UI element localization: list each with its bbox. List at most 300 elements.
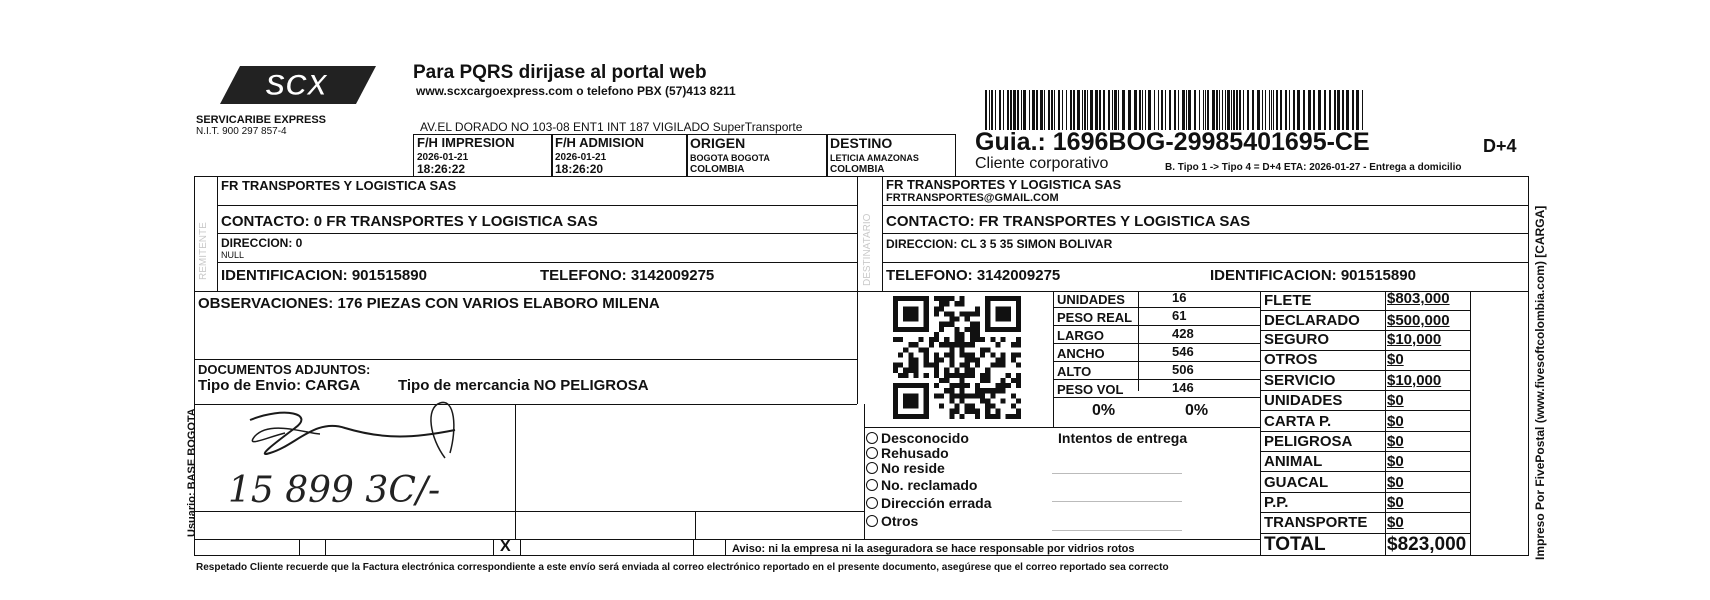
qr-module: [944, 301, 949, 306]
barcode-bar: [1158, 90, 1159, 130]
qr-module: [944, 373, 949, 378]
barcode-bar: [1225, 90, 1226, 130]
qr-module: [929, 342, 934, 347]
qr-module: [924, 347, 929, 352]
qr-module: [954, 383, 959, 388]
qr-module: [975, 414, 980, 419]
qr-module: [990, 393, 995, 398]
qr-code: [893, 296, 1021, 419]
percent-2: 0%: [1185, 402, 1209, 419]
measure-label: LARGO: [1057, 328, 1104, 343]
return-option[interactable]: Desconocido: [866, 430, 969, 446]
measure-value: 546: [1172, 344, 1194, 359]
qr-module: [995, 414, 1000, 419]
recipient-name: FR TRANSPORTES Y LOGISTICA SAS: [886, 177, 1122, 192]
barcode-bar: [1269, 90, 1270, 130]
charge-label: SEGURO: [1264, 331, 1330, 348]
barcode-bar: [1194, 90, 1196, 130]
barcode-bar: [1032, 90, 1035, 130]
qr-module: [934, 296, 939, 301]
barcode-bar: [1203, 90, 1204, 130]
qr-module: [965, 409, 970, 414]
qr-module: [893, 337, 898, 342]
qr-module: [929, 363, 934, 368]
qr-module: [898, 337, 903, 342]
qr-module: [934, 332, 939, 337]
qr-module: [898, 373, 903, 378]
qr-module: [1011, 404, 1016, 409]
charge-value: $10,000: [1387, 331, 1442, 348]
barcode-bar: [1324, 90, 1326, 130]
qr-module: [985, 347, 990, 352]
barcode-bar: [989, 90, 990, 130]
barcode: [985, 90, 1365, 130]
total-label: TOTAL: [1264, 534, 1326, 555]
qr-module: [970, 358, 975, 363]
measure-value: 146: [1172, 380, 1194, 395]
printed-by: Impreso Por FivePostal (www.fivesoftcolombia.com) [CARGA]: [1533, 205, 1547, 560]
qr-module: [939, 306, 944, 311]
measure-value: 506: [1172, 362, 1194, 377]
charge-value: $0: [1387, 494, 1404, 511]
barcode-bar: [1040, 90, 1043, 130]
charge-value: $0: [1387, 351, 1404, 368]
fh-admision-box: [551, 134, 688, 177]
qr-module: [990, 388, 995, 393]
barcode-bar: [1247, 90, 1249, 130]
qr-module: [980, 378, 985, 383]
total-value: $823,000: [1387, 534, 1467, 555]
barcode-bar: [1174, 90, 1176, 130]
barcode-bar: [1239, 90, 1241, 130]
barcode-bar: [1188, 90, 1191, 130]
qr-module: [975, 322, 980, 327]
qr-module: [965, 404, 970, 409]
barcode-bar: [999, 90, 1001, 130]
barcode-bar: [1337, 90, 1340, 130]
pqrs-contact: www.scxcargoexpress.com o telefono PBX (57)413 8211: [416, 84, 736, 98]
barcode-bar: [1058, 90, 1060, 130]
qr-module: [995, 363, 1000, 368]
qr-module: [908, 358, 913, 363]
qr-module: [913, 373, 918, 378]
barcode-bar: [1243, 90, 1244, 130]
origen-box: [686, 134, 828, 177]
barcode-bar: [1108, 90, 1110, 130]
qr-finder: [995, 306, 1010, 321]
qr-module: [990, 404, 995, 409]
barcode-bar: [1303, 90, 1305, 130]
qr-module: [949, 322, 954, 327]
qr-module: [965, 393, 970, 398]
qr-module: [944, 352, 949, 357]
qr-module: [960, 296, 965, 301]
qr-module: [934, 393, 939, 398]
service-type: D+4: [1483, 136, 1517, 156]
qr-module: [934, 352, 939, 357]
barcode-bar: [1271, 90, 1272, 130]
qr-module: [965, 358, 970, 363]
measure-value: 16: [1172, 290, 1187, 305]
qr-module: [939, 358, 944, 363]
charge-value: $0: [1387, 514, 1404, 531]
qr-module: [975, 388, 980, 393]
x-mark: X: [500, 538, 511, 555]
barcode-bar: [1273, 90, 1274, 130]
barcode-bar: [1145, 90, 1146, 130]
measure-value: 61: [1172, 308, 1187, 323]
qr-module: [934, 373, 939, 378]
barcode-bar: [1090, 90, 1093, 130]
eta-text: B. Tipo 1 -> Tipo 4 = D+4 ETA: 2026-01-27 - Entrega a domicilio: [1165, 162, 1462, 173]
charge-label: TRANSPORTE: [1264, 514, 1368, 531]
qr-module: [939, 301, 944, 306]
qr-module: [975, 327, 980, 332]
qr-module: [975, 337, 980, 342]
qr-module: [1016, 337, 1021, 342]
qr-module: [965, 383, 970, 388]
qr-module: [903, 368, 908, 373]
qr-module: [990, 352, 995, 357]
qr-module: [965, 311, 970, 316]
qr-module: [1001, 388, 1006, 393]
qr-module: [960, 337, 965, 342]
qr-module: [924, 363, 929, 368]
charge-value: $0: [1387, 392, 1404, 409]
barcode-bar: [1112, 90, 1113, 130]
barcode-bar: [1084, 90, 1086, 130]
barcode-bar: [1148, 90, 1151, 130]
qr-module: [908, 342, 913, 347]
qr-module: [975, 363, 980, 368]
charge-label: UNIDADES: [1264, 392, 1343, 409]
qr-module: [934, 383, 939, 388]
return-option[interactable]: No. reclamado: [866, 477, 977, 493]
qr-module: [965, 317, 970, 322]
barcode-bar: [1013, 90, 1016, 130]
qr-module: [893, 363, 898, 368]
qr-module: [960, 342, 965, 347]
barcode-bar: [1207, 90, 1209, 130]
charge-value: $0: [1387, 413, 1404, 430]
qr-module: [954, 404, 959, 409]
qr-module: [949, 296, 954, 301]
sender-address: DIRECCION: 0: [221, 236, 303, 250]
pqrs-title: Para PQRS dirijase al portal web: [413, 62, 707, 83]
barcode-bar: [985, 90, 987, 130]
qr-module: [949, 383, 954, 388]
recipient-identification: IDENTIFICACION: 901515890: [1210, 267, 1416, 284]
svg-text:SCX: SCX: [265, 69, 327, 102]
qr-module: [960, 373, 965, 378]
barcode-bar: [1169, 90, 1171, 130]
qr-module: [965, 373, 970, 378]
charge-value: $0: [1387, 433, 1404, 450]
barcode-bar: [1082, 90, 1083, 130]
qr-module: [970, 409, 975, 414]
measure-label: UNIDADES: [1057, 292, 1125, 307]
barcode-bar: [1346, 90, 1349, 130]
charge-label: PELIGROSA: [1264, 433, 1353, 450]
barcode-bar: [1142, 90, 1143, 130]
barcode-bar: [1356, 90, 1359, 130]
barcode-bar: [1122, 90, 1125, 130]
qr-module: [949, 317, 954, 322]
qr-module: [965, 327, 970, 332]
sender-address-2: NULL: [221, 250, 245, 260]
qr-module: [995, 358, 1000, 363]
qr-module: [975, 358, 980, 363]
return-option[interactable]: Rehusado: [866, 445, 949, 461]
barcode-bar: [995, 90, 996, 130]
qr-module: [1011, 358, 1016, 363]
return-option[interactable]: No reside: [866, 460, 945, 476]
qr-module: [980, 373, 985, 378]
recipient-contact: CONTACTO: FR TRANSPORTES Y LOGISTICA SAS: [886, 213, 1251, 230]
destino-label: DESTINO: [830, 135, 893, 151]
qr-module: [960, 311, 965, 316]
qr-module: [975, 393, 980, 398]
attempts-label: Intentos de entrega: [1058, 430, 1188, 446]
barcode-bar: [1216, 90, 1218, 130]
fh-impresion-box: [413, 134, 553, 177]
qr-module: [980, 352, 985, 357]
qr-module: [939, 404, 944, 409]
qr-module: [975, 409, 980, 414]
barcode-bar: [1154, 90, 1155, 130]
barcode-bar: [1342, 90, 1344, 130]
qr-module: [1016, 414, 1021, 419]
charge-label: FLETE: [1264, 292, 1312, 309]
fh-admision-date: 2026-01-21: [555, 152, 607, 163]
charge-label: GUACAL: [1264, 474, 1329, 491]
qr-module: [913, 363, 918, 368]
charge-label: SERVICIO: [1264, 372, 1336, 389]
barcode-bar: [1036, 90, 1038, 130]
qr-module: [970, 404, 975, 409]
qr-module: [1001, 398, 1006, 403]
return-option[interactable]: Dirección errada: [866, 495, 992, 511]
charge-label: CARTA P.: [1264, 413, 1332, 430]
qr-module: [965, 368, 970, 373]
qr-module: [975, 311, 980, 316]
qr-module: [939, 393, 944, 398]
barcode-bar: [1362, 90, 1363, 130]
barcode-bar: [1252, 90, 1254, 130]
barcode-bar: [1205, 90, 1206, 130]
qr-module: [985, 373, 990, 378]
documents-label: DOCUMENTOS ADJUNTOS:: [198, 362, 371, 377]
barcode-bar: [1054, 90, 1055, 130]
qr-module: [960, 388, 965, 393]
qr-module: [980, 337, 985, 342]
qr-module: [919, 337, 924, 342]
qr-module: [949, 409, 954, 414]
qr-module: [924, 358, 929, 363]
qr-module: [1011, 352, 1016, 357]
barcode-bar: [1297, 90, 1300, 130]
qr-module: [985, 414, 990, 419]
company-logo: [218, 64, 378, 106]
company-address: AV.EL DORADO NO 103-08 ENT1 INT 187 VIGILADO SuperTransporte: [420, 120, 803, 134]
qr-module: [903, 347, 908, 352]
qr-module: [903, 373, 908, 378]
barcode-bar: [1048, 90, 1050, 130]
charge-value: $500,000: [1387, 312, 1450, 329]
qr-module: [995, 342, 1000, 347]
recipient-address: DIRECCION: CL 3 5 35 SIMON BOLIVAR: [886, 237, 1113, 251]
charge-value: $0: [1387, 453, 1404, 470]
barcode-bar: [1257, 90, 1260, 130]
charge-label: OTROS: [1264, 351, 1318, 368]
qr-module: [960, 393, 965, 398]
barcode-bar: [1095, 90, 1098, 130]
qr-module: [1016, 398, 1021, 403]
barcode-bar: [1165, 90, 1166, 130]
qr-module: [949, 363, 954, 368]
qr-module: [898, 363, 903, 368]
barcode-bar: [1334, 90, 1336, 130]
qr-module: [954, 409, 959, 414]
handwritten-note: 15 899 3C/-: [228, 470, 441, 511]
barcode-bar: [1329, 90, 1331, 130]
footer-notice: Respetado Cliente recuerde que la Factura electrónica correspondiente a este envío será enviada al correo electrónico reportado en el presente documento, asegúrese que el correo reportado sea correcto: [196, 562, 1169, 573]
barcode-bar: [1118, 90, 1119, 130]
qr-module: [939, 342, 944, 347]
qr-module: [944, 368, 949, 373]
qr-module: [934, 311, 939, 316]
charge-value: $803,000: [1387, 290, 1450, 307]
qr-module: [960, 352, 965, 357]
qr-module: [960, 398, 965, 403]
qr-module: [965, 363, 970, 368]
charge-value: $10,000: [1387, 372, 1442, 389]
fh-admision-time: 18:26:20: [555, 162, 604, 176]
qr-module: [949, 311, 954, 316]
qr-module: [939, 296, 944, 301]
percent-1: 0%: [1092, 402, 1116, 419]
barcode-bar: [1313, 90, 1315, 130]
barcode-bar: [1182, 90, 1185, 130]
qr-module: [954, 332, 959, 337]
qr-module: [949, 388, 954, 393]
qr-module: [965, 342, 970, 347]
qr-module: [1001, 358, 1006, 363]
qr-module: [1016, 363, 1021, 368]
measure-label: ANCHO: [1057, 346, 1105, 361]
sender-name: FR TRANSPORTES Y LOGISTICA SAS: [221, 178, 457, 193]
barcode-bar: [1178, 90, 1179, 130]
qr-finder: [903, 306, 918, 321]
qr-module: [960, 383, 965, 388]
qr-module: [980, 347, 985, 352]
qr-module: [970, 352, 975, 357]
qr-module: [954, 301, 959, 306]
barcode-bar: [1070, 90, 1072, 130]
notice: Aviso: ni la empresa ni la aseguradora se hace responsable por vidrios rotos: [732, 543, 1135, 555]
fh-impresion-date: 2026-01-21: [417, 152, 469, 163]
barcode-bar: [1212, 90, 1215, 130]
sender-side-label: REMITENTE: [198, 222, 209, 280]
qr-module: [965, 352, 970, 357]
qr-module: [985, 409, 990, 414]
qr-module: [954, 368, 959, 373]
charge-value: $0: [1387, 474, 1404, 491]
qr-module: [985, 378, 990, 383]
barcode-bar: [1227, 90, 1230, 130]
qr-module: [980, 388, 985, 393]
client-type: Cliente corporativo: [975, 155, 1109, 172]
barcode-bar: [1003, 90, 1004, 130]
barcode-bar: [1099, 90, 1101, 130]
qr-module: [960, 363, 965, 368]
barcode-bar: [1308, 90, 1311, 130]
qr-module: [1016, 373, 1021, 378]
qr-finder: [903, 393, 918, 408]
qr-module: [960, 378, 965, 383]
qr-module: [985, 398, 990, 403]
barcode-bar: [1352, 90, 1354, 130]
measure-label: PESO REAL: [1057, 310, 1133, 325]
origen-city: BOGOTA BOGOTA: [690, 153, 770, 163]
qr-module: [944, 342, 949, 347]
qr-module: [1016, 378, 1021, 383]
qr-module: [924, 373, 929, 378]
recipient-side-label: DESTINATARIO: [862, 213, 873, 286]
qr-module: [975, 332, 980, 337]
measure-label: PESO VOL: [1057, 382, 1124, 397]
qr-module: [954, 337, 959, 342]
barcode-bar: [1051, 90, 1053, 130]
barcode-bar: [1276, 90, 1278, 130]
qr-module: [975, 306, 980, 311]
barcode-bar: [1010, 90, 1012, 130]
charge-label: P.P.: [1264, 494, 1289, 511]
qr-module: [934, 363, 939, 368]
barcode-bar: [1289, 90, 1290, 130]
qr-module: [939, 378, 944, 383]
qr-module: [1016, 383, 1021, 388]
company-name: SERVICARIBE EXPRESS: [196, 114, 327, 126]
barcode-bar: [1017, 90, 1019, 130]
qr-module: [908, 352, 913, 357]
qr-module: [960, 347, 965, 352]
barcode-bar: [1023, 90, 1026, 130]
origen-label: ORIGEN: [690, 135, 746, 151]
qr-module: [995, 409, 1000, 414]
qr-module: [985, 388, 990, 393]
qr-module: [944, 296, 949, 301]
qr-module: [949, 398, 954, 403]
qr-module: [934, 337, 939, 342]
guia-number: Guia.: 1696BOG-29985401695-CE: [975, 128, 1370, 156]
qr-module: [944, 322, 949, 327]
qr-module: [944, 378, 949, 383]
destino-country: COLOMBIA: [830, 164, 885, 175]
qr-module: [1006, 414, 1011, 419]
barcode-bar: [991, 90, 993, 130]
barcode-bar: [1280, 90, 1282, 130]
barcode-bar: [1073, 90, 1075, 130]
sender-contact: CONTACTO: 0 FR TRANSPORTES Y LOGISTICA SAS: [221, 213, 598, 230]
qr-module: [949, 342, 954, 347]
qr-module: [944, 337, 949, 342]
barcode-bar: [1219, 90, 1220, 130]
return-option[interactable]: Otros: [866, 513, 918, 529]
barcode-bar: [1087, 90, 1088, 130]
observations: OBSERVACIONES: 176 PIEZAS CON VARIOS ELABORO MILENA: [198, 295, 660, 312]
qr-module: [970, 368, 975, 373]
